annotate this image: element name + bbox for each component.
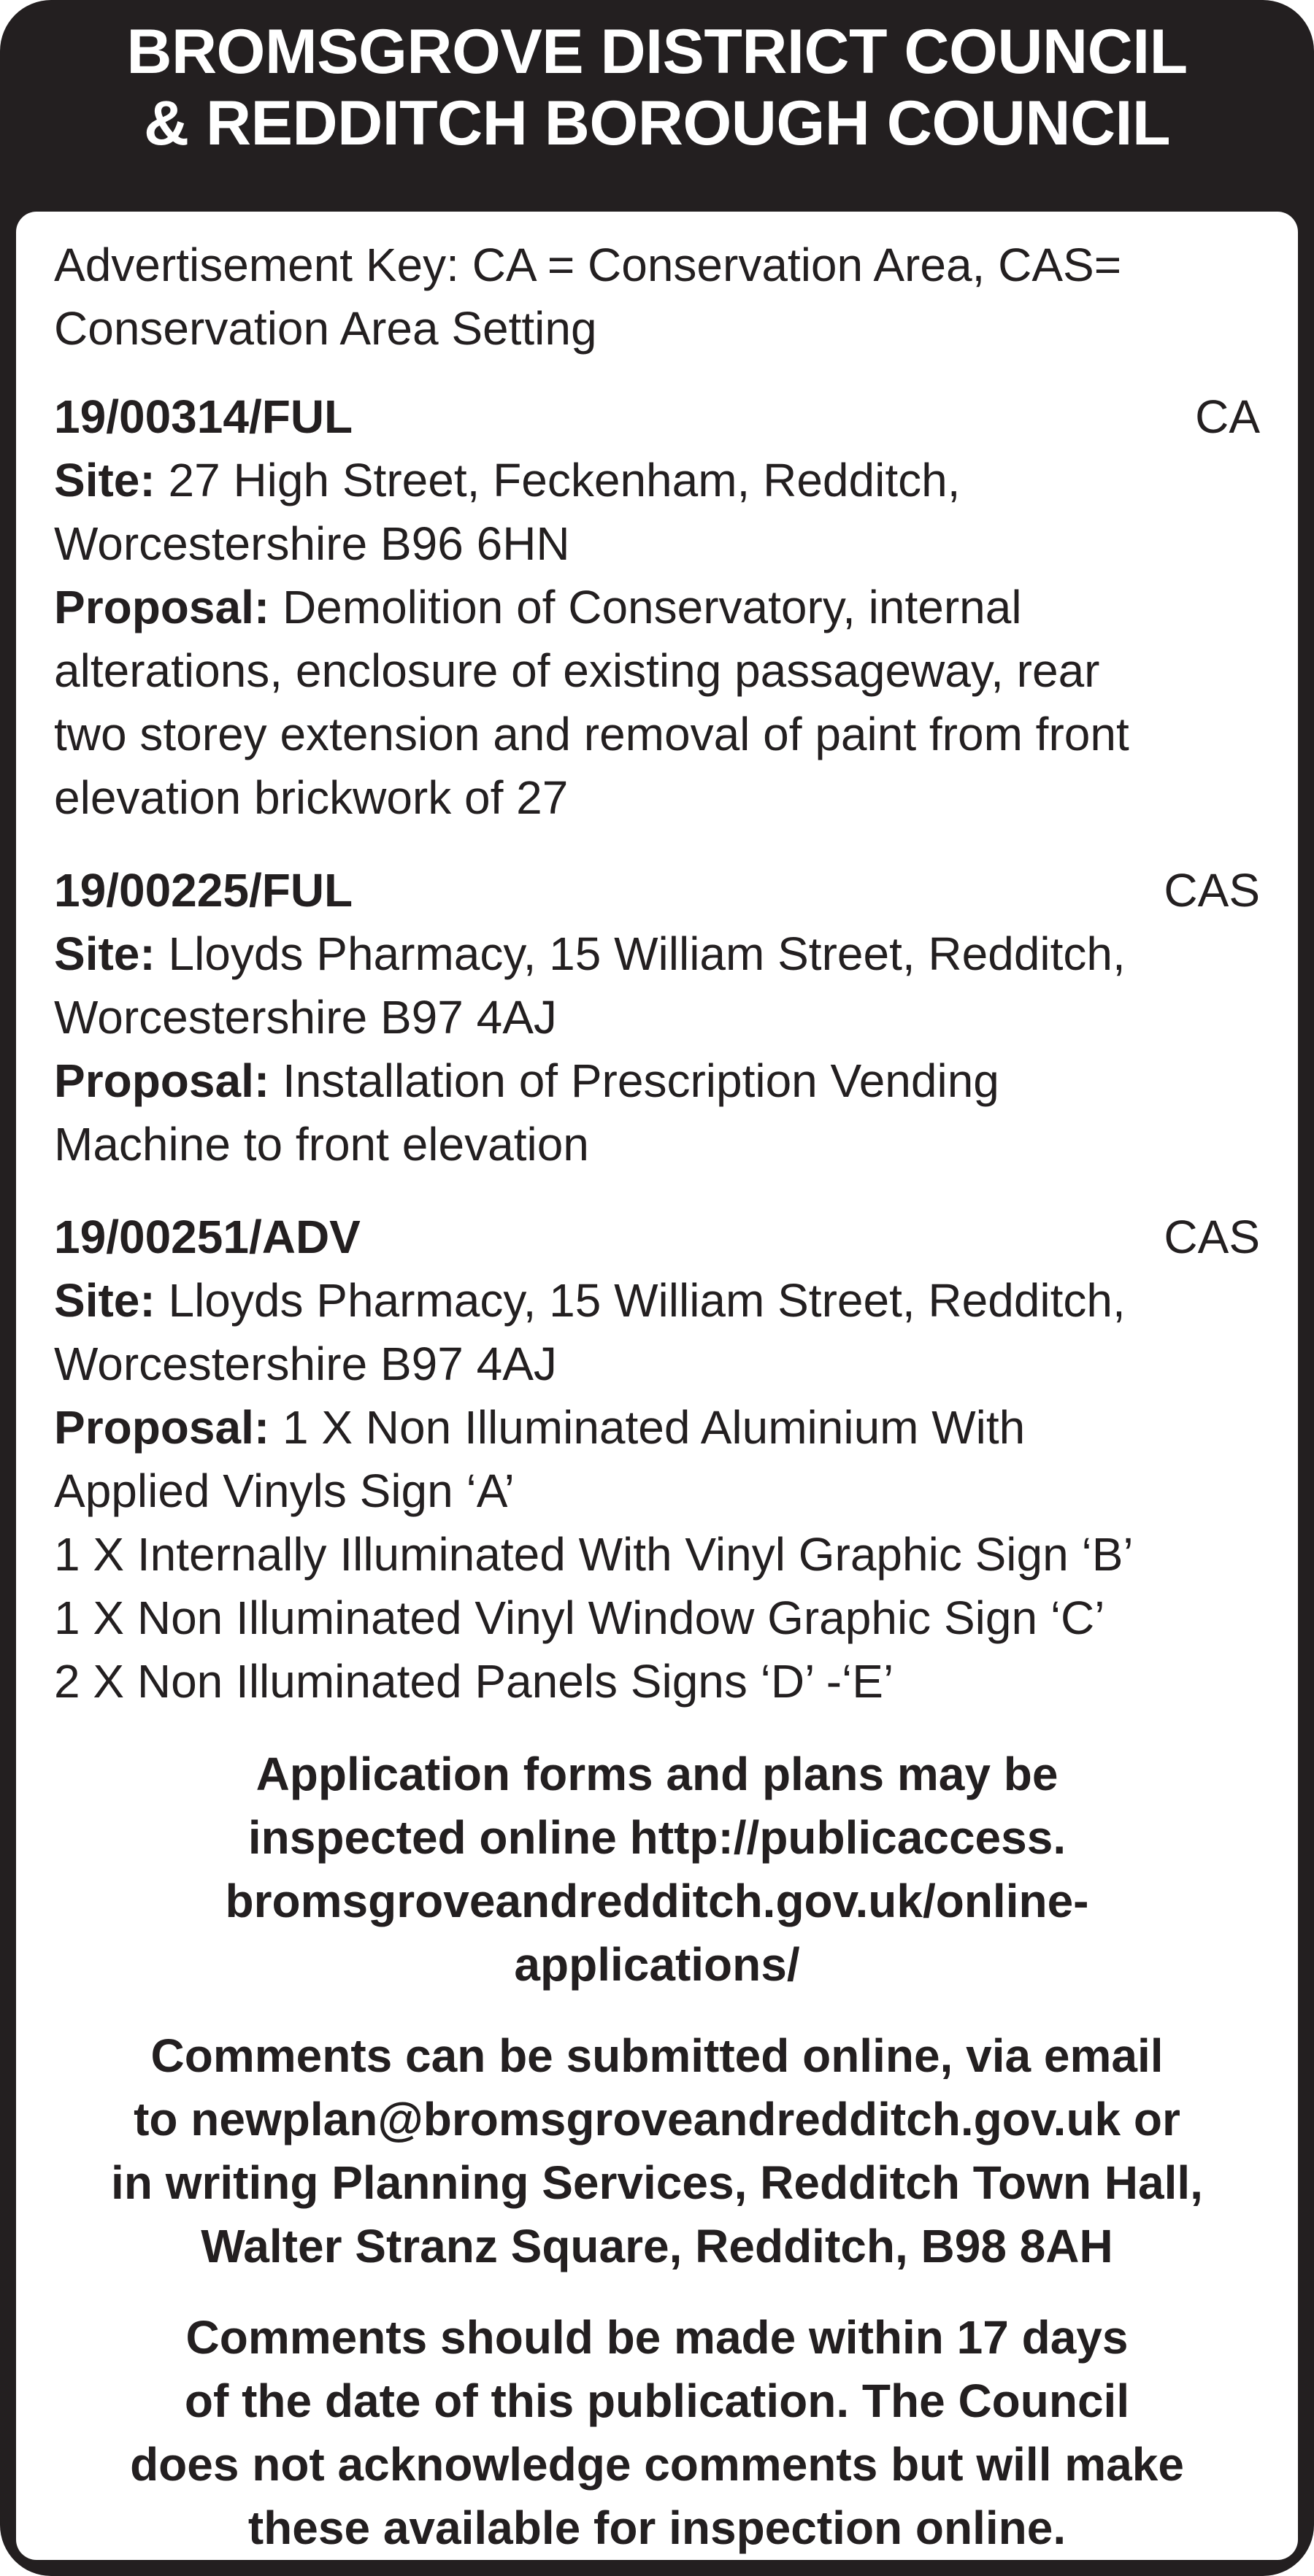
proposal-line-2: alterations, enclosure of existing passageway, rear: [54, 644, 1100, 697]
site-label: Site:: [54, 928, 155, 980]
advertisement-key: [54, 234, 1260, 360]
proposal-line-1: 1 X Non Illuminated Aluminium With: [269, 1401, 1026, 1454]
comments-line: Comments can be submitted online, via email: [150, 2029, 1164, 2082]
application-reference: 19/00314/FUL: [54, 390, 353, 443]
key-line-1: Advertisement Key: CA = Conservation Area, CAS=: [54, 239, 1122, 291]
application-proposal: [54, 1049, 1260, 1113]
application-site: [54, 922, 1260, 986]
site-line-1: Lloyds Pharmacy, 15 William Street, Redditch,: [155, 1274, 1126, 1327]
proposal-label: Proposal:: [54, 1054, 270, 1107]
application-reference: 19/00225/FUL: [54, 864, 353, 917]
notice-header: [16, 0, 1298, 212]
inspection-line: inspected online http://publicaccess.: [247, 1811, 1067, 1864]
application-proposal: [54, 1396, 1260, 1459]
deadline-line: these available for inspection online.: [247, 2502, 1067, 2554]
proposal-line-4: 1 X Non Illuminated Vinyl Window Graphic Sign ‘C’: [54, 1592, 1105, 1644]
site-line-1: Lloyds Pharmacy, 15 William Street, Redditch,: [155, 928, 1126, 980]
site-line-2: Worcestershire B97 4AJ: [54, 991, 557, 1044]
comments-notice: [54, 2024, 1260, 2278]
application-area-tag: CAS: [1164, 1211, 1260, 1263]
inspection-notice: [54, 1743, 1260, 1997]
proposal-line-3: two storey extension and removal of paint from front: [54, 708, 1129, 760]
proposal-line-2: Applied Vinyls Sign ‘A’: [54, 1465, 515, 1517]
application-entry: [54, 859, 1260, 1176]
application-reference: 19/00251/ADV: [54, 1211, 361, 1263]
deadline-line: does not acknowledge comments but will make: [130, 2438, 1184, 2491]
deadline-line: of the date of this publication. The Council: [184, 2375, 1130, 2427]
proposal-label: Proposal:: [54, 1401, 270, 1454]
comments-line: in writing Planning Services, Redditch Town Hall,: [111, 2156, 1203, 2209]
proposal-line-3: 1 X Internally Illuminated With Vinyl Graphic Sign ‘B’: [54, 1528, 1134, 1581]
site-line-2: Worcestershire B97 4AJ: [54, 1338, 557, 1390]
inspection-line: bromsgroveandredditch.gov.uk/online-: [225, 1875, 1089, 1927]
key-line-2: Conservation Area Setting: [54, 302, 597, 355]
application-ref-line: [54, 859, 1260, 922]
proposal-label: Proposal:: [54, 581, 270, 633]
proposal-line-1: Installation of Prescription Vending: [269, 1054, 999, 1107]
header-line-1: BROMSGROVE DISTRICT COUNCIL: [126, 17, 1188, 87]
site-label: Site:: [54, 1274, 155, 1327]
application-ref-line: [54, 1206, 1260, 1269]
application-area-tag: CA: [1195, 390, 1260, 443]
proposal-line-1: Demolition of Conservatory, internal: [269, 581, 1022, 633]
notice-body: [16, 212, 1298, 2560]
deadline-line: Comments should be made within 17 days: [185, 2311, 1129, 2364]
deadline-notice: [54, 2306, 1260, 2560]
application-site: [54, 1269, 1260, 1333]
application-ref-line: [54, 385, 1260, 449]
comments-line: to newplan@bromsgroveandredditch.gov.uk or: [134, 2093, 1180, 2145]
application-site: [54, 449, 1260, 512]
inspection-line: applications/: [514, 1938, 800, 1991]
proposal-line-2: Machine to front elevation: [54, 1118, 589, 1171]
proposal-line-5: 2 X Non Illuminated Panels Signs ‘D’ -‘E’: [54, 1655, 894, 1708]
site-line-1: 27 High Street, Feckenham, Redditch,: [155, 454, 961, 506]
application-entry: [54, 385, 1260, 830]
site-label: Site:: [54, 454, 155, 506]
comments-line: Walter Stranz Square, Redditch, B98 8AH: [201, 2220, 1113, 2272]
proposal-line-4: elevation brickwork of 27: [54, 771, 569, 824]
header-line-2: & REDDITCH BOROUGH COUNCIL: [144, 88, 1170, 158]
application-area-tag: CAS: [1164, 864, 1260, 917]
application-proposal: [54, 576, 1260, 639]
application-entry: [54, 1206, 1260, 1713]
site-line-2: Worcestershire B96 6HN: [54, 517, 570, 570]
inspection-line: Application forms and plans may be: [256, 1748, 1058, 1800]
